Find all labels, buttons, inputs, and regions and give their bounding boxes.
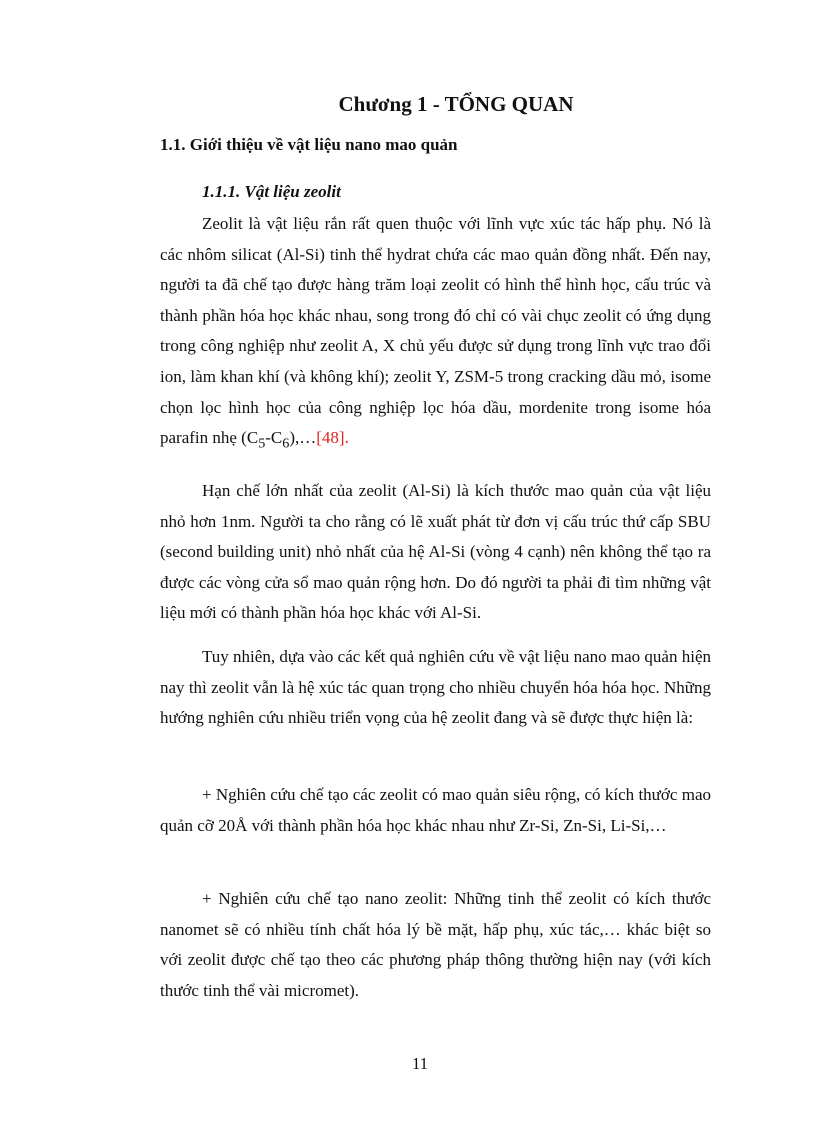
subsection-heading: 1.1.1. Vật liệu zeolit xyxy=(202,182,341,201)
paragraph-limitation: Hạn chế lớn nhất của zeolit (Al-Si) là kích thước mao quản của vật liệu nhỏ hơn 1nm. Người ta cho rằng có lẽ xuất phát từ đơn vị cấu trúc thứ cấp SBU (second building unit) nhỏ nhất của hệ Al-Si (vòng 4 cạnh) nên không thể tạo ra được các vòng cửa sổ mao quản rộng hơn. Do đó người ta phải đi tìm những vật liệu mới có thành phần hóa học khác với Al-Si. xyxy=(160,481,711,623)
section-heading: 1.1. Giới thiệu về vật liệu nano mao quản xyxy=(160,135,458,154)
paragraph-text: -C xyxy=(265,428,283,448)
page-number: 11 xyxy=(411,1054,429,1073)
citation-link[interactable]: [48]. xyxy=(316,428,349,448)
paragraph-wide-pore: + Nghiên cứu chế tạo các zeolit có mao quản siêu rộng, có kích thước mao quản cỡ 20Å với thành phần hóa học khác nhau như Zr-Si, Zn-Si, Li-Si,… xyxy=(160,785,711,835)
paragraph-zeolite-intro xyxy=(160,209,711,459)
paragraph-nano-zeolite: + Nghiên cứu chế tạo nano zeolit: Những tinh thể zeolit có kích thước nanomet sẽ có nhiều tính chất hóa lý bề mặt, hấp phụ, xúc tác,… khác biệt so với zeolit được chế tạo theo các phương pháp thông thường hiện nay (với kích thước tinh thể vài micromet). xyxy=(160,889,711,1000)
subscript: 6 xyxy=(282,435,290,452)
paragraph-research-directions: Tuy nhiên, dựa vào các kết quả nghiên cứu về vật liệu nano mao quản hiện nay thì zeolit vẫn là hệ xúc tác quan trọng cho nhiều chuyển hóa hóa học. Những hướng nghiên cứu nhiều triển vọng của hệ zeolit đang và sẽ được thực hiện là: xyxy=(160,647,711,728)
paragraph-text: Zeolit là vật liệu rắn rất quen thuộc với lĩnh vực xúc tác hấp phụ. Nó là các nhôm silicat (Al-Si) tinh thể hydrat chứa các mao quản đồng nhất. Đến nay, người ta đã chế tạo được hàng trăm loại zeolit có hình thể hình học, cấu trúc và thành phần hóa học khác nhau, song trong đó chỉ có vài chục zeolit có ứng dụng trong công nghiệp như zeolit A, X chủ yếu được sử dụng trong lĩnh vực trao đổi ion, làm khan khí (và không khí); zeolit Y, ZSM-5 trong cracking dầu mỏ, isome chọn lọc hình học của công nghiệp lọc hóa dầu, mordenite trong isome hóa parafin nhẹ (C xyxy=(160,214,711,448)
subscript: 5 xyxy=(258,435,266,452)
paragraph-text: ),… xyxy=(289,428,317,448)
chapter-title: Chương 1 - TỔNG QUAN xyxy=(338,92,574,116)
